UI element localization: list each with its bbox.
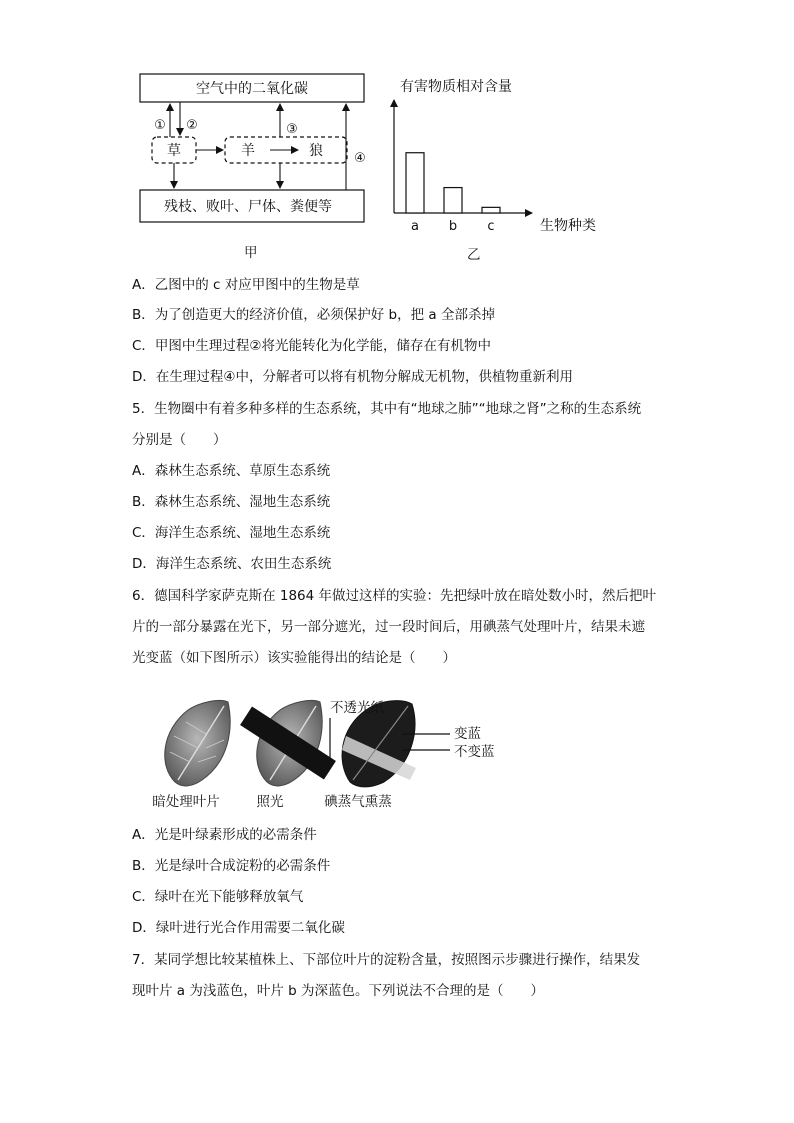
light-exposed-leaf	[240, 700, 336, 786]
x-axis-label: 生物种类	[540, 218, 596, 234]
process-3-label: ③	[286, 122, 298, 137]
y-axis-label: 有害物质相对含量	[400, 79, 512, 95]
q5-option-c: C．海洋生态系统、湿地生态系统	[132, 525, 331, 541]
leaf-experiment-figure	[140, 690, 520, 810]
q7-stem-line1: 7．某同学想比较某植株上、下部位叶片的淀粉含量，按照图示步骤进行操作，结果发	[132, 952, 641, 968]
q6-stem-line1: 6．德国科学家萨克斯在 1864 年做过这样的实验：先把绿叶放在暗处数小时，然后把叶	[132, 588, 657, 604]
q5-option-d: D．海洋生态系统、农田生态系统	[132, 556, 332, 572]
q4-option-d: D．在生理过程④中，分解者可以将有机物分解成无机物，供植物重新利用	[132, 369, 573, 385]
carbon-cycle-diagram	[130, 66, 380, 266]
blue-label: 变蓝	[454, 726, 481, 742]
grass-label: 草	[167, 143, 181, 159]
light-leaf-caption: 照光	[256, 794, 284, 810]
q5-option-b: B．森林生态系统、湿地生态系统	[132, 494, 331, 510]
sheep-label: 羊	[241, 143, 255, 159]
q6-stem-line3: 光变蓝（如下图所示）该实验能得出的结论是（ ）	[132, 650, 456, 666]
q6-option-d: D．绿叶进行光合作用需要二氧化碳	[132, 920, 345, 936]
q4-option-a: A．乙图中的 c 对应甲图中的生物是草	[132, 277, 360, 293]
tick-label-b: b	[448, 219, 458, 234]
leaf-experiment-illustration	[140, 690, 520, 810]
q4-option-b: B．为了创造更大的经济价值，必须保护好 b，把 a 全部杀掉	[132, 307, 495, 323]
tick-label-c: c	[487, 219, 495, 234]
dark-leaf-caption: 暗处理叶片	[152, 794, 220, 810]
figure-yi-caption: 乙	[467, 247, 481, 263]
process-2-label: ②	[186, 118, 198, 133]
q5-option-a: A．森林生态系统、草原生态系统	[132, 463, 331, 479]
wolf-label: 狼	[309, 143, 323, 159]
q6-option-b: B．光是绿叶合成淀粉的必需条件	[132, 858, 331, 874]
bar-b	[444, 188, 462, 213]
co2-label: 空气中的二氧化碳	[196, 81, 308, 97]
paper-label: 不透光纸	[330, 700, 384, 716]
dark-treated-leaf	[165, 700, 230, 786]
q5-stem-line1: 5．生物圈中有着多种多样的生态系统，其中有“地球之肺”“地球之肾”之称的生态系统	[132, 401, 642, 417]
not-blue-label: 不变蓝	[454, 744, 495, 760]
q6-option-c: C．绿叶在光下能够释放氧气	[132, 889, 304, 905]
bar-a	[406, 153, 424, 213]
q6-option-a: A．光是叶绿素形成的必需条件	[132, 827, 317, 843]
bar-c	[482, 207, 500, 213]
iodine-leaf-caption: 碘蒸气熏蒸	[324, 794, 392, 810]
q7-stem-line2: 现叶片 a 为浅蓝色，叶片 b 为深蓝色。下列说法不合理的是（ ）	[132, 983, 545, 999]
q4-option-c: C．甲图中生理过程②将光能转化为化学能，储存在有机物中	[132, 338, 492, 354]
q5-stem-line2: 分别是（ ）	[132, 432, 227, 448]
q6-stem-line2: 片的一部分暴露在光下，另一部分遮光，过一段时间后，用碘蒸气处理叶片，结果未遮	[132, 619, 645, 635]
remains-label: 残枝、败叶、尸体、粪便等	[164, 199, 332, 215]
tick-label-a: a	[411, 219, 419, 234]
figure-jia-caption: 甲	[244, 245, 258, 261]
process-1-label: ①	[154, 118, 166, 133]
figure-jia	[130, 66, 380, 266]
figure-yi	[390, 70, 620, 240]
process-4-label: ④	[354, 151, 366, 166]
toxin-bar-chart	[390, 70, 620, 240]
